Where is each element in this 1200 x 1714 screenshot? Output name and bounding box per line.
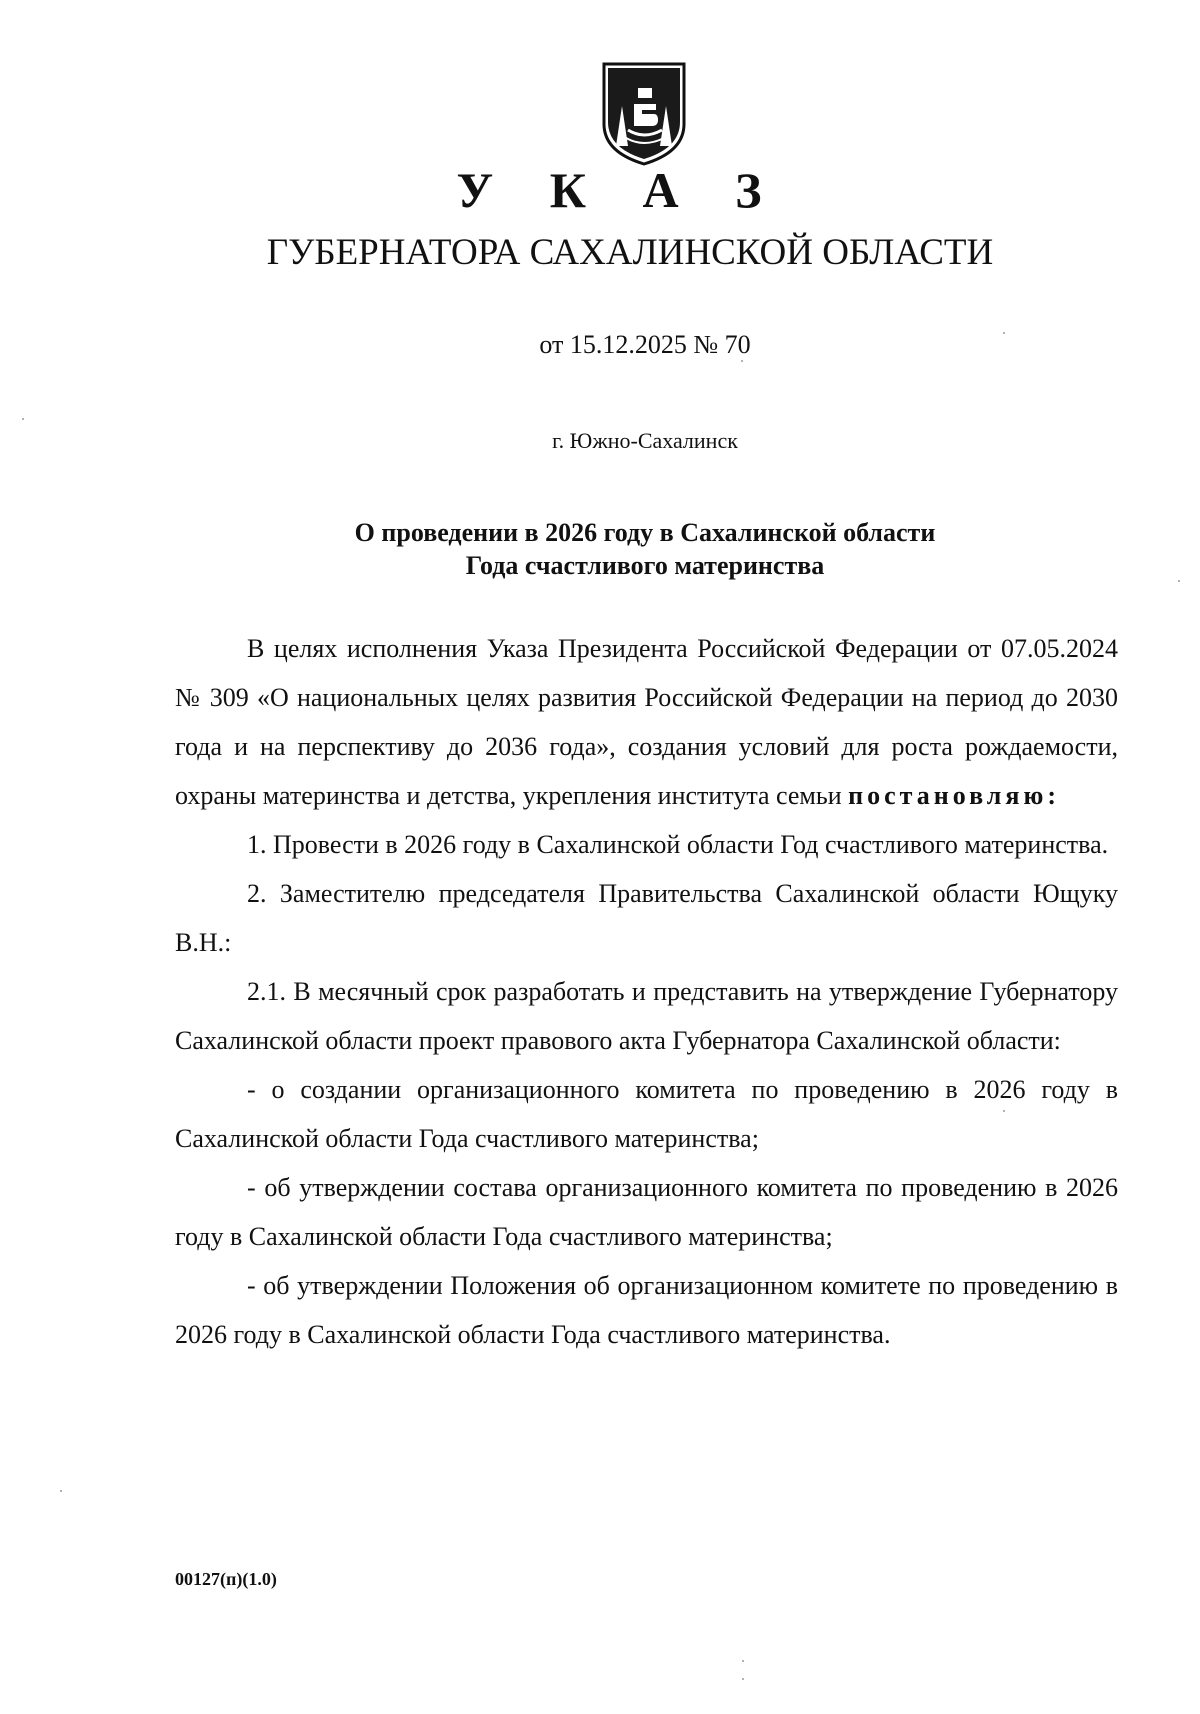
sakhalin-coat-of-arms-icon (600, 60, 688, 168)
decree-heading (0, 516, 1200, 582)
decree-subitem-3: - об утверждении Положения об организационном комитете по проведению в 2026 году в Сахалинской области Года счастливого материнства. (175, 1271, 1118, 1349)
preamble-text: В целях исполнения Указа Президента Российской Федерации от 07.05.2024 № 309 «О национальных целях развития Российской Федерации на период до 2030 года и на перспективу до 2036 года», создания условий для роста рождаемости, охраны материнства и детства, укрепления института семьи (175, 634, 1118, 810)
decree-item-2: 2. Заместителю председателя Правительства Сахалинской области Ющуку В.Н.: (175, 879, 1118, 957)
scan-speck (60, 1490, 62, 1492)
decree-date-number: от 15.12.2025 № 70 (539, 330, 751, 359)
document-title: У К А З (456, 162, 784, 218)
scan-speck (742, 1660, 744, 1662)
decree-preamble (175, 624, 1118, 820)
scan-speck (22, 418, 24, 420)
document-footer-code: 00127(п)(1.0) (175, 1569, 277, 1589)
preamble-end: : (1047, 781, 1060, 810)
decree-item-2-1: 2.1. В месячный срок разработать и представить на утверждение Губернатору Сахалинской области проект правового акта Губернатора Сахалинской области: (175, 977, 1118, 1055)
preamble-emphasis: постановляю (848, 781, 1048, 810)
decree-heading-line-2: Года счастливого материнства (465, 551, 825, 580)
scan-speck (1003, 332, 1005, 334)
decree-subitem-2: - об утверждении состава организационного комитета по проведению в 2026 году в Сахалинской области Года счастливого материнства; (175, 1173, 1118, 1251)
scan-speck (742, 1678, 744, 1680)
decree-item-1: 1. Провести в 2026 году в Сахалинской области Год счастливого материнства. (247, 830, 1109, 859)
decree-city: г. Южно-Сахалинск (552, 428, 738, 453)
decree-body (175, 624, 1118, 1359)
decree-subitem-1: - о создании организационного комитета по проведению в 2026 году в Сахалинской области Года счастливого материнства; (175, 1075, 1118, 1153)
scan-speck (741, 360, 743, 362)
document-subtitle: ГУБЕРНАТОРА САХАЛИНСКОЙ ОБЛАСТИ (266, 232, 994, 273)
decree-heading-line-1: О проведении в 2026 году в Сахалинской области (354, 518, 936, 547)
scan-speck (1003, 1110, 1005, 1112)
scan-speck (1178, 580, 1180, 582)
